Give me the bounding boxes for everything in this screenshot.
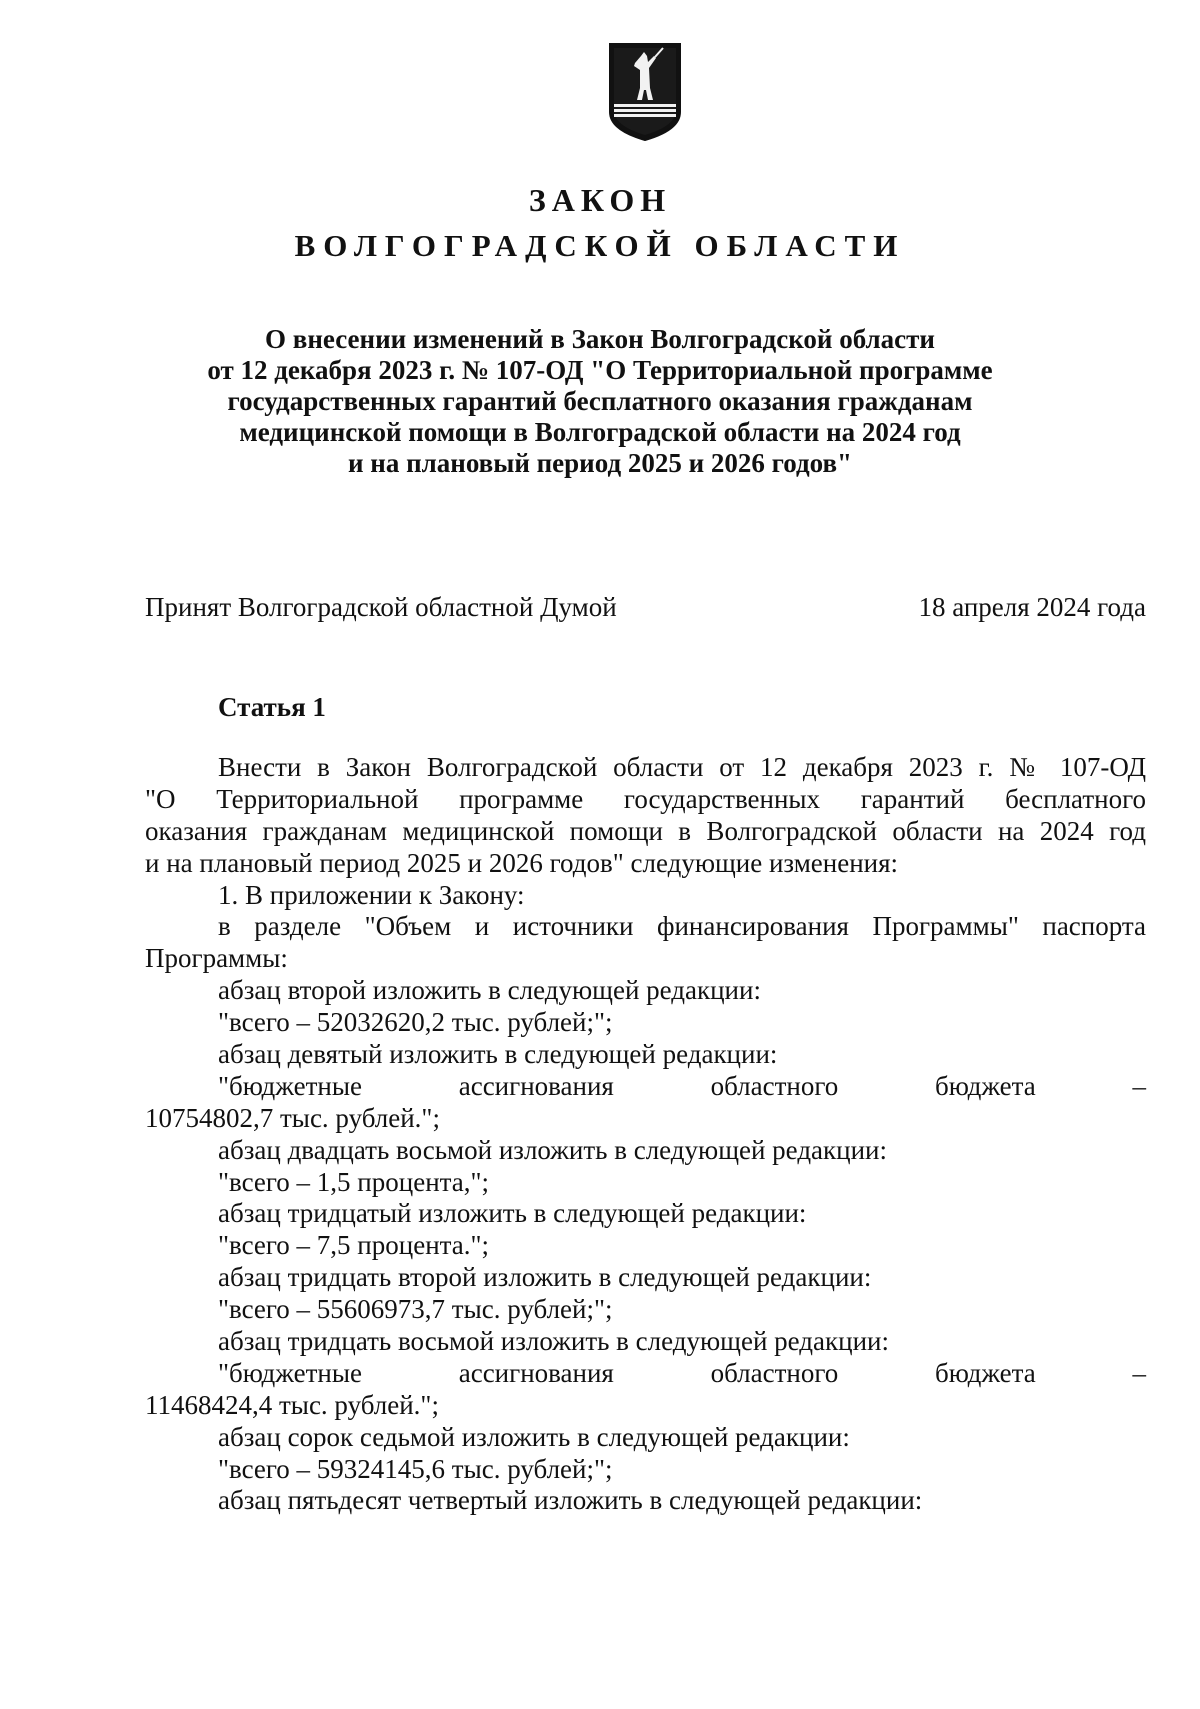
- body-line: абзац тридцатый изложить в следующей редакции:: [218, 1198, 807, 1229]
- body-line: "бюджетные ассигнования областного бюджета –: [218, 1357, 1146, 1388]
- body-line: в разделе "Объем и источники финансирования Программы" паспорта: [218, 911, 1146, 942]
- body-line: "бюджетные ассигнования областного бюджета –: [218, 1070, 1146, 1101]
- body-line: оказания гражданам медицинской помощи в Волгоградской области на 2024 год: [145, 815, 1146, 846]
- body-line: абзац сорок седьмой изложить в следующей редакции:: [218, 1421, 850, 1452]
- subject-line: государственных гарантий бесплатного оказания гражданам: [227, 386, 973, 416]
- article-body: [145, 752, 1146, 1517]
- body-line: "всего – 52032620,2 тыс. рублей;";: [218, 1007, 613, 1038]
- subject-line: и на плановый период 2025 и 2026 годов": [347, 448, 853, 478]
- subject-line: медицинской помощи в Волгоградской области на 2024 год: [239, 417, 961, 447]
- body-line: "О Территориальной программе государственных гарантий бесплатного: [145, 783, 1146, 814]
- body-line: абзац пятьдесят четвертый изложить в следующей редакции:: [218, 1485, 923, 1516]
- body-line: 10754802,7 тыс. рублей.";: [145, 1102, 440, 1133]
- body-line: 1. В приложении к Закону:: [218, 879, 525, 910]
- body-line: абзац тридцать второй изложить в следующей редакции:: [218, 1262, 872, 1293]
- law-subject: [150, 324, 1050, 479]
- coat-of-arms-icon: [608, 42, 682, 142]
- article-heading: Статья 1: [218, 692, 326, 722]
- body-line: "всего – 55606973,7 тыс. рублей;";: [218, 1294, 613, 1325]
- adoption-date: 18 апреля 2024 года: [918, 592, 1146, 622]
- body-line: абзац второй изложить в следующей редакции:: [218, 975, 761, 1006]
- body-line: "всего – 59324145,6 тыс. рублей;";: [218, 1453, 613, 1484]
- body-line: "всего – 7,5 процента.";: [218, 1230, 490, 1261]
- body-line: абзац двадцать восьмой изложить в следующей редакции:: [218, 1134, 888, 1165]
- body-line: 11468424,4 тыс. рублей.";: [145, 1389, 439, 1420]
- document-title-region: ВОЛГОГРАДСКОЙ ОБЛАСТИ: [294, 228, 906, 263]
- adoption-row: [145, 590, 1146, 624]
- subject-line: О внесении изменений в Закон Волгоградской области: [265, 324, 935, 354]
- adopted-by: Принят Волгоградской областной Думой: [145, 592, 617, 622]
- document-title: ЗАКОН: [528, 182, 672, 218]
- body-line: абзац девятый изложить в следующей редакции:: [218, 1039, 778, 1070]
- body-line: "всего – 1,5 процента,";: [218, 1166, 490, 1197]
- subject-line: от 12 декабря 2023 г. № 107-ОД "О Территориальной программе: [207, 355, 993, 385]
- body-line: и на плановый период 2025 и 2026 годов" следующие изменения:: [145, 847, 899, 878]
- body-line: абзац тридцать восьмой изложить в следующей редакции:: [218, 1326, 889, 1357]
- body-line: Программы:: [145, 943, 288, 974]
- body-line: Внести в Закон Волгоградской области от 12 декабря 2023 г. № 107-ОД: [218, 752, 1146, 782]
